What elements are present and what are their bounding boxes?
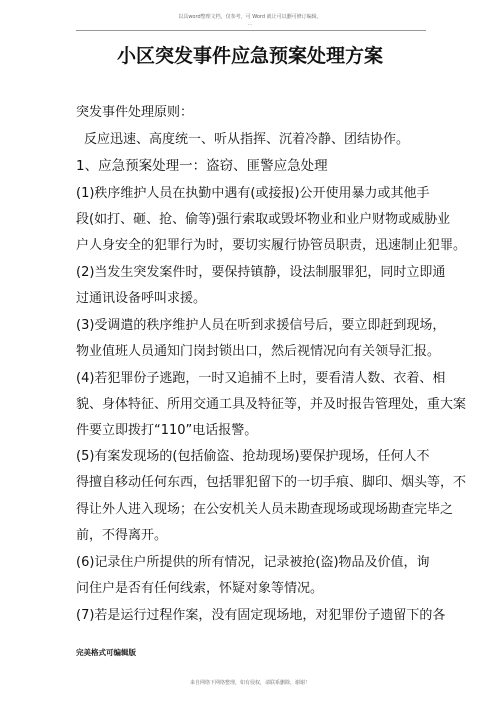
header-note: 以具word整理文档，仅参考，可 Word 就让可以删可修订编辑。 [178,14,322,20]
body-line: 前，不得离开。 [76,528,168,543]
body-line: 得擅自移动任何东西，包括罪犯留下的一切手痕、脚印、烟头等，不 [76,475,467,490]
body-line: 得让外人进入现场；在公安机关人员未勘查现场或现场勘查完毕之 [76,502,454,517]
section1-heading: 1、应急预案处理一：盗窃、匪警应急处理 [76,158,328,174]
body-line: 户人身安全的犯罪行为时，要切实履行协管员职责，迅速制止犯罪。 [76,238,467,253]
body-line: 过通讯设备呼叫求援。 [76,291,207,306]
body-line: (2)当发生突发案件时，要保持镇静，设法制服罪犯，同时立即通 [76,265,446,280]
body-line: 件要立即拨打“110”电话报警。 [76,423,258,438]
body-line: (7)若是运行过程作案，没有固定现场地，对犯罪份子遗留下的各 [76,608,446,623]
body-line: (4)若犯罪份子逃跑，一时又追捕不上时，要看清人数、衣着、相 [76,371,446,386]
body-line: 貌、身体特征、所用交通工具及特征等，并及时报告管理处，重大案 [76,397,467,412]
body-line: (5)有案发现场的(包括偷盗、抢劫现场)要保护现场，任何人不 [76,449,430,464]
body-line: (3)受调遣的秩序维护人员在听到求援信号后，要立即赶到现场， [76,318,446,333]
body-line: 问住户是否有任何线索，怀疑对象等情况。 [76,581,324,596]
body-line: (1)秩序维护人员在执勤中遇有(或接报)公开使用暴力或其他手 [76,186,430,201]
body-line: (6)记录住户所提供的所有情况，记录被抢(盗)物品及价值，询 [76,555,430,570]
body-line: 段(如打、砸、抢、偷等)强行索取或毁坏物业和业户财物或威胁业 [76,212,451,227]
footer-note: 来自网络下网络整理，如有侵权，请联系删除，谢谢！ [189,680,310,686]
principles-heading: 突发事件处理原则： [76,105,194,120]
header-rule [76,30,426,31]
footer-label: 完美格式可编辑版 [76,648,136,657]
page-title: 小区突发事件应急预案处理方案 [116,45,383,67]
body-line: 物业值班人员通知门岗封锁出口，然后视情况向有关领导汇报。 [76,344,441,359]
principles-text: 反应迅速、高度统一、听从指挥、沉着冷静、团结协作。 [84,132,410,147]
header-dot: ... [247,21,253,27]
